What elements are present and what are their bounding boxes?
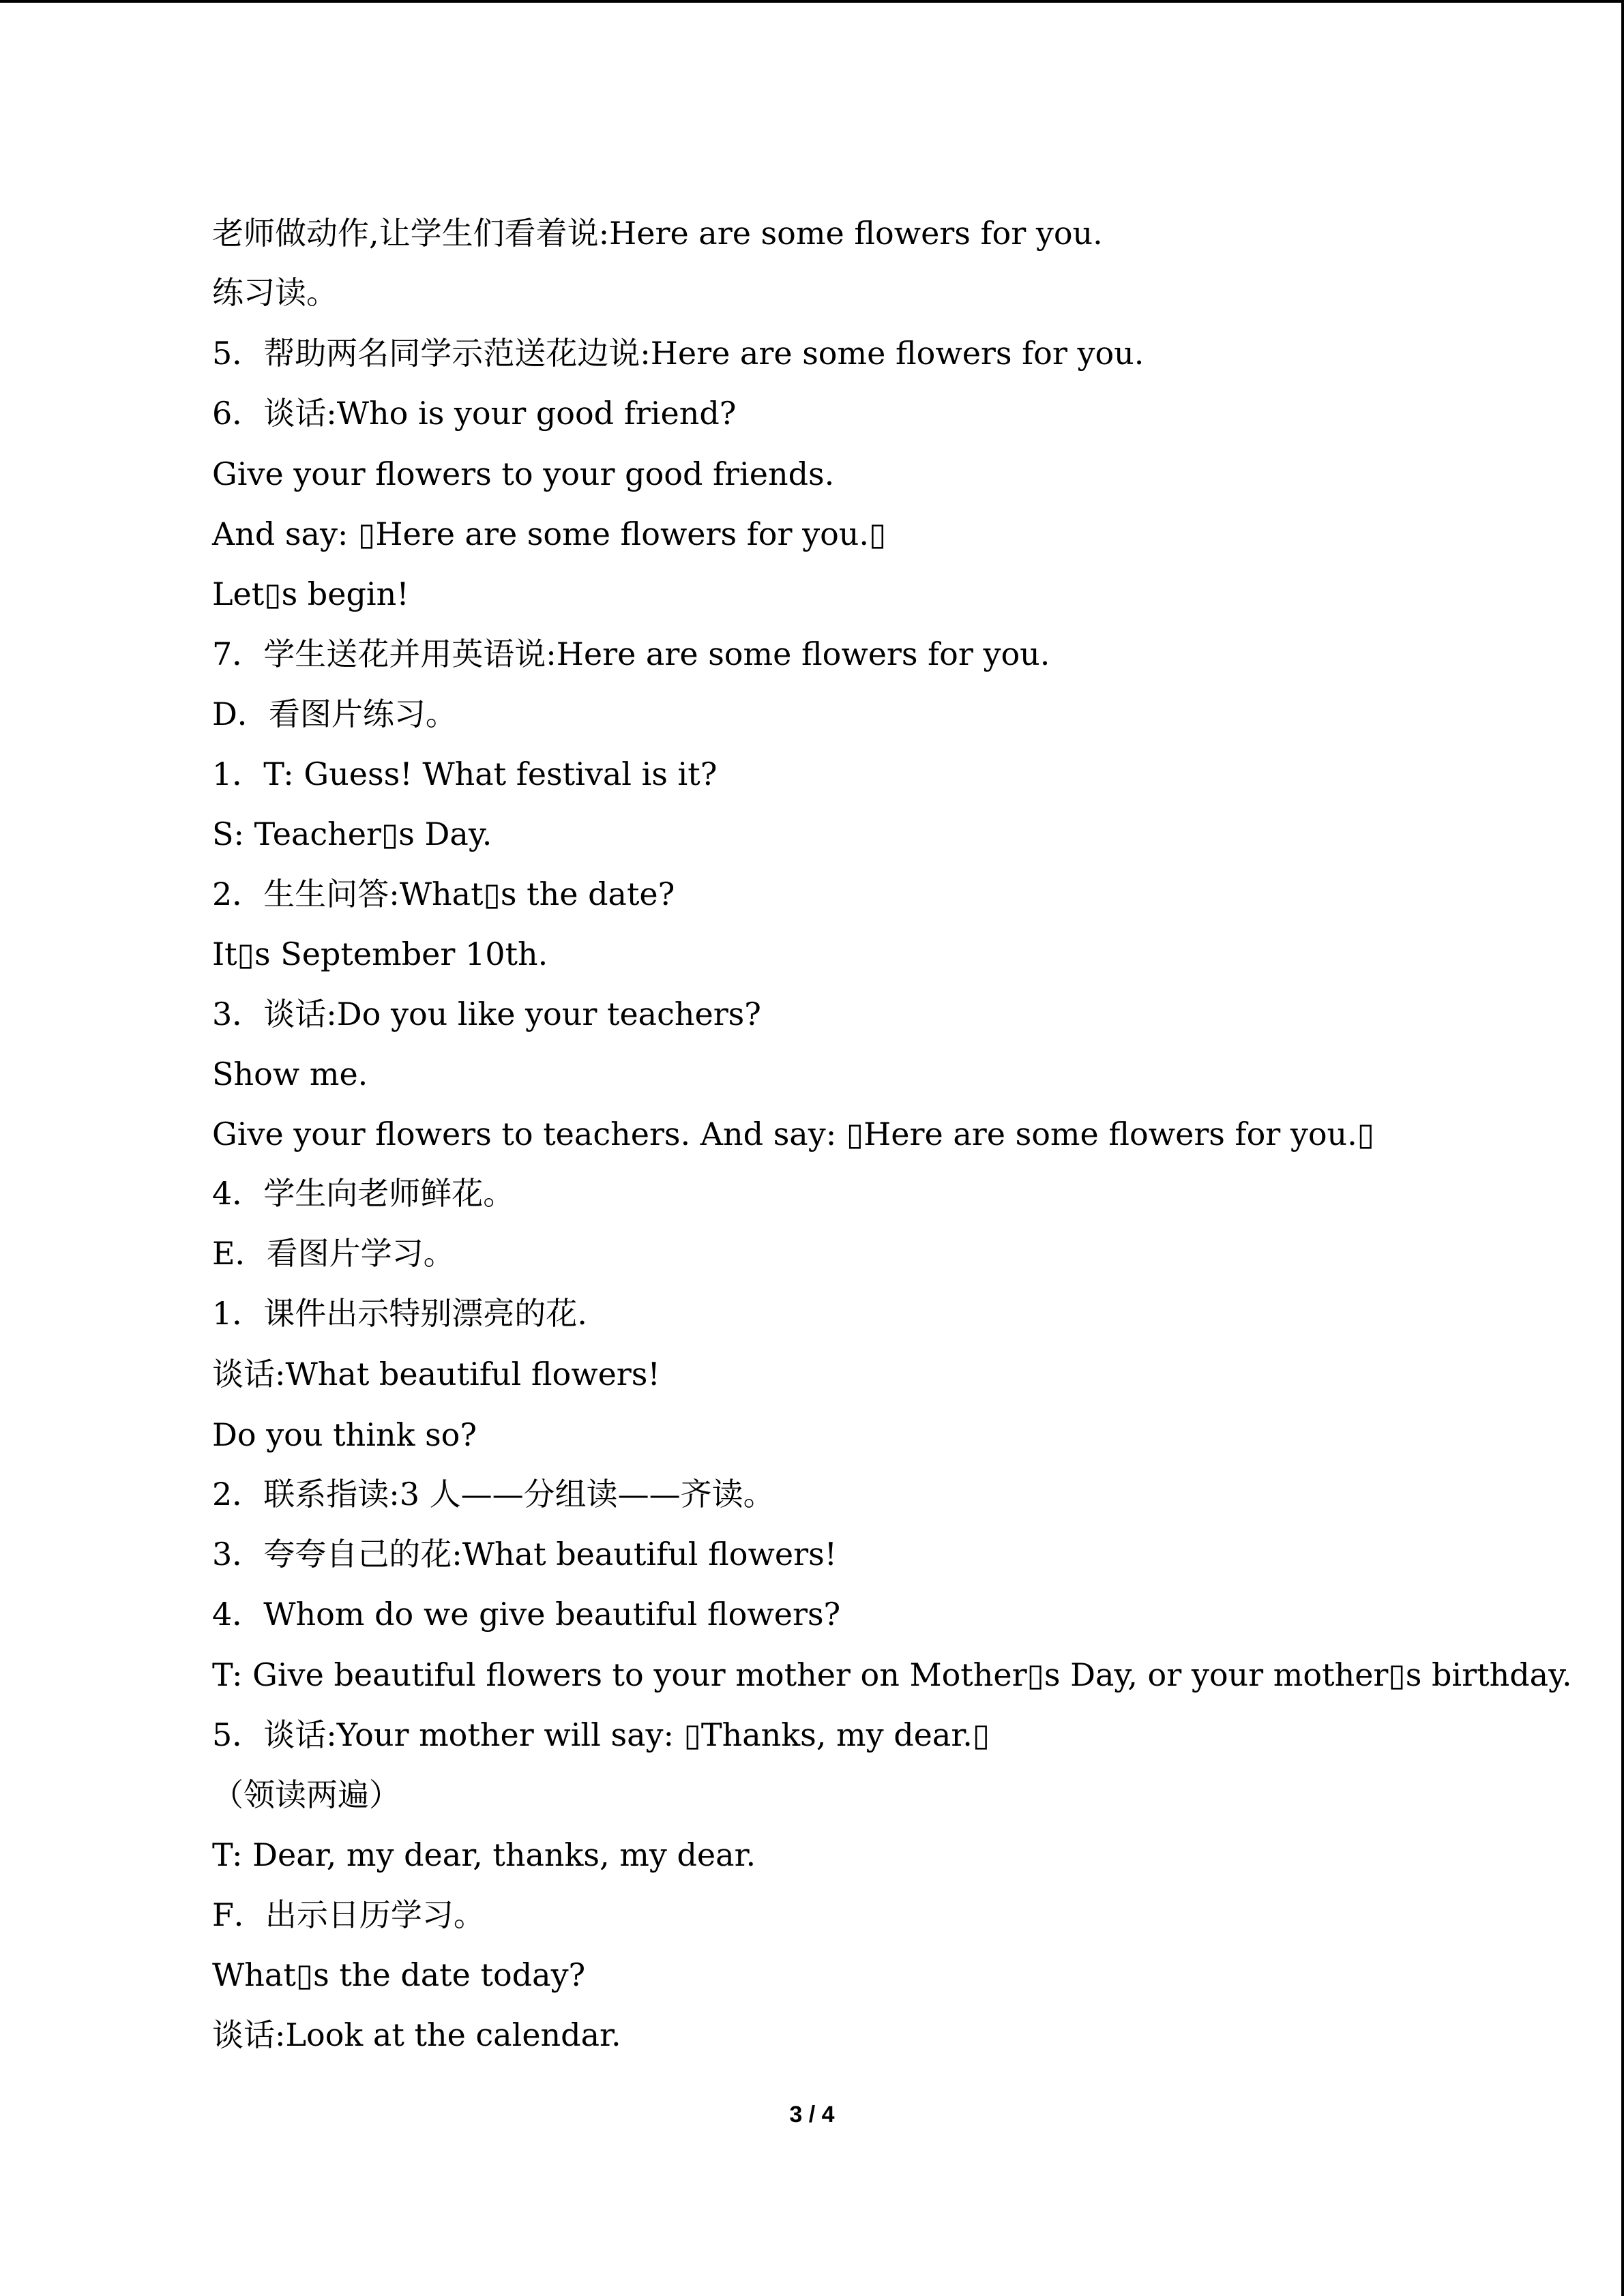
text-line: F．出示日历学习。 xyxy=(212,1896,485,1933)
text-line: 2．生生问答:What▯s the date? xyxy=(212,876,675,912)
text-line: 5．谈话:Your mother will say: ▯Thanks, my dear.▯ xyxy=(212,1716,990,1753)
text-line: It▯s September 10th. xyxy=(212,936,548,972)
text-line: （领读两遍） xyxy=(212,1776,400,1813)
text-line: What▯s the date today? xyxy=(212,1956,586,1993)
text-line: D．看图片练习。 xyxy=(212,696,457,732)
text-line: 5．帮助两名同学示范送花边说:Here are some flowers for you. xyxy=(212,335,1145,372)
text-line: 1．T: Guess! What festival is it? xyxy=(212,756,718,792)
text-line: 练习读。 xyxy=(212,274,338,311)
text-line: 2．联系指读:3 人——分组读——齐读。 xyxy=(212,1476,775,1512)
text-line: 3．夸夸自己的花:What beautiful flowers! xyxy=(212,1536,838,1572)
text-line: Let▯s begin! xyxy=(212,576,409,612)
text-line: 4．学生向老师鲜花。 xyxy=(212,1175,515,1212)
text-line: Give your flowers to your good friends. xyxy=(212,456,835,492)
text-line: E．看图片学习。 xyxy=(212,1235,455,1272)
text-line: 1．课件出示特别漂亮的花. xyxy=(212,1295,587,1332)
text-line: T: Dear, my dear, thanks, my dear. xyxy=(212,1836,756,1873)
text-line: Give your flowers to teachers. And say: ▯Here are some flowers for you.▯ xyxy=(212,1116,1375,1152)
text-line: 7．学生送花并用英语说:Here are some flowers for you. xyxy=(212,636,1050,672)
text-line: 3．谈话:Do you like your teachers? xyxy=(212,996,761,1032)
text-line: Show me. xyxy=(212,1056,368,1092)
text-line: 6．谈话:Who is your good friend? xyxy=(212,395,737,432)
text-line: S: Teacher▯s Day. xyxy=(212,816,492,852)
text-line: 谈话:Look at the calendar. xyxy=(212,2016,621,2053)
text-line: T: Give beautiful flowers to your mother on Mother▯s Day, or your mother▯s birthday. xyxy=(212,1656,1572,1693)
page-number: 3 / 4 xyxy=(789,2102,835,2128)
text-line: 谈话:What beautiful flowers! xyxy=(212,1356,660,1392)
text-line: 老师做动作,让学生们看着说:Here are some flowers for you. xyxy=(212,215,1103,252)
text-line: 4．Whom do we give beautiful flowers? xyxy=(212,1596,841,1632)
text-line: Do you think so? xyxy=(212,1416,477,1453)
text-line: And say: ▯Here are some flowers for you.▯ xyxy=(212,516,887,552)
